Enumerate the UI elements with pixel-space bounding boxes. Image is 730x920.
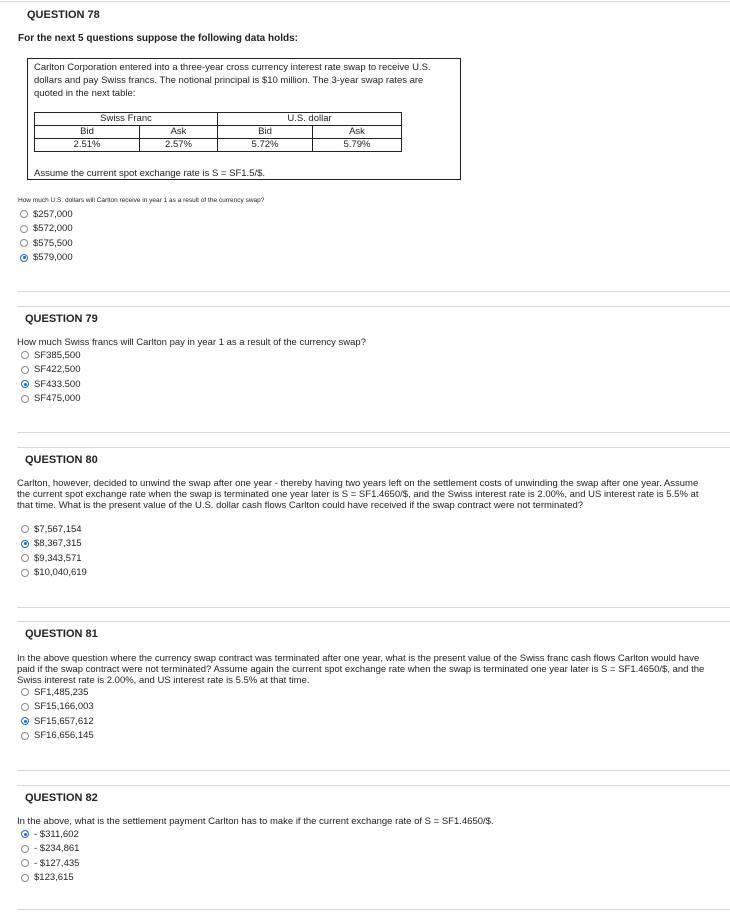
- option-label: SF15,657,612: [34, 715, 94, 727]
- question-80-options: [21, 522, 87, 580]
- top-divider: [0, 1, 730, 2]
- q79-option-2[interactable]: [21, 363, 80, 378]
- divider: [17, 909, 730, 910]
- table-row: [35, 139, 402, 152]
- swap-rates-table: [34, 112, 402, 152]
- question-80-text: Carlton, however, decided to unwind the swap after one year - thereby having two years left on the settlement costs of unwinding the swap after one year. Assume the current spot exchange rate when the swap is terminated one year later is S = SF1.4650/$, and the Swiss interest rate is 2.00%, and US interest rate is 5.5% at that time. What is the present value of the U.S. dollar cash flows Carlton could have received if the swap contract were not terminated?: [17, 478, 699, 511]
- divider: [17, 785, 730, 786]
- divider: [17, 621, 730, 622]
- option-label: $575,500: [33, 237, 73, 249]
- q78-option-3[interactable]: [20, 236, 73, 251]
- radio-button[interactable]: [21, 525, 29, 533]
- q80-option-2[interactable]: [21, 537, 87, 552]
- usd-ask-value: 5.79%: [313, 139, 402, 152]
- spot-rate-text: Assume the current spot exchange rate is S = SF1.5/$.: [34, 168, 266, 179]
- option-label: - $234,861: [34, 843, 80, 855]
- divider: [17, 770, 730, 771]
- question-78-text: How much U.S. dollars will Carlton receive in year 1 as a result of the currency swap?: [18, 197, 265, 204]
- q82-option-1[interactable]: [21, 827, 79, 842]
- q79-option-1[interactable]: [21, 348, 80, 363]
- q80-option-1[interactable]: [21, 522, 87, 537]
- q81-option-3[interactable]: [21, 714, 94, 729]
- question-82-options: [21, 827, 79, 885]
- radio-button[interactable]: [20, 210, 28, 218]
- q82-option-2[interactable]: [21, 842, 79, 857]
- radio-button[interactable]: [20, 225, 28, 233]
- radio-button[interactable]: [21, 859, 29, 867]
- radio-button[interactable]: [21, 732, 29, 740]
- option-label: $10,040,619: [34, 567, 87, 579]
- chf-bid-header: Bid: [35, 126, 140, 139]
- question-79-options: [21, 348, 80, 406]
- question-80-title: QUESTION 80: [25, 454, 98, 466]
- radio-button[interactable]: [21, 688, 29, 696]
- radio-button[interactable]: [21, 351, 29, 359]
- option-label: SF433.500: [34, 378, 81, 390]
- question-78-title: QUESTION 78: [27, 9, 100, 21]
- q81-option-1[interactable]: [21, 685, 94, 700]
- question-81-options: [21, 685, 94, 743]
- option-label: SF16,656,145: [34, 730, 94, 742]
- radio-button[interactable]: [21, 366, 29, 374]
- radio-button-selected[interactable]: [20, 254, 28, 262]
- chf-ask-header: Ask: [140, 126, 218, 139]
- q81-option-2[interactable]: [21, 700, 94, 715]
- radio-button[interactable]: [21, 874, 29, 882]
- q78-option-4[interactable]: [20, 251, 73, 266]
- divider: [17, 447, 730, 448]
- radio-button[interactable]: [21, 395, 29, 403]
- q82-option-4[interactable]: [21, 871, 79, 886]
- option-label: $7,567,154: [34, 523, 82, 535]
- q80-option-3[interactable]: [21, 551, 87, 566]
- usd-bid-value: 5.72%: [218, 139, 313, 152]
- swiss-franc-header: Swiss Franc: [35, 113, 218, 126]
- question-81-title: QUESTION 81: [25, 628, 98, 640]
- option-label: SF15,166,003: [34, 701, 94, 713]
- q79-option-3[interactable]: [21, 377, 80, 392]
- chf-ask-value: 2.57%: [140, 139, 218, 152]
- radio-button[interactable]: [21, 703, 29, 711]
- q78-option-1[interactable]: [20, 207, 73, 222]
- swap-description: Carlton Corporation entered into a three-year cross currency interest rate swap to receive U.S. dollars and pay Swiss francs. The notional principal is $10 million. The 3-year swap rates are quoted in the next table:: [34, 62, 431, 99]
- option-label: $8,367,315: [34, 538, 82, 550]
- option-label: - $311,602: [34, 828, 79, 840]
- question-82-title: QUESTION 82: [25, 792, 98, 804]
- q81-option-4[interactable]: [21, 729, 94, 744]
- table-subheader-row: [35, 126, 402, 139]
- swap-data-box: [27, 58, 461, 180]
- option-label: $9,343,571: [34, 552, 82, 564]
- usd-ask-header: Ask: [313, 126, 402, 139]
- option-label: SF385,500: [34, 349, 81, 361]
- radio-button-selected[interactable]: [21, 380, 29, 388]
- option-label: - $127,435: [34, 857, 80, 869]
- option-label: $579,000: [33, 252, 73, 264]
- radio-button-selected[interactable]: [21, 717, 29, 725]
- q80-option-4[interactable]: [21, 566, 87, 581]
- radio-button[interactable]: [21, 554, 29, 562]
- us-dollar-header: U.S. dollar: [218, 113, 402, 126]
- question-79-title: QUESTION 79: [25, 313, 98, 325]
- option-label: SF475,000: [34, 393, 81, 405]
- divider: [17, 607, 730, 608]
- question-79-text: How much Swiss francs will Carlton pay in year 1 as a result of the currency swap?: [17, 337, 366, 348]
- q79-option-4[interactable]: [21, 392, 80, 407]
- divider: [17, 306, 730, 307]
- question-78-options: [20, 207, 73, 265]
- instructions-text: For the next 5 questions suppose the following data holds:: [18, 33, 299, 44]
- question-82-text: In the above, what is the settlement payment Carlton has to make if the current exchange rate of S = SF1.4650/$.: [17, 816, 494, 827]
- usd-bid-header: Bid: [218, 126, 313, 139]
- option-label: SF422,500: [34, 364, 81, 376]
- question-81-text: In the above question where the currency swap contract was terminated after one year, what is the present value of the Swiss franc cash flows Carlton would have paid if the swap contract were not terminated? Assume again the current spot exchange rate when the swap is terminated one year later is S = SF1.4650/$, and the Swiss interest rate is 2.00%, and US interest rate is 5.5% at that time.: [17, 653, 705, 686]
- q82-option-3[interactable]: [21, 856, 79, 871]
- radio-button-selected[interactable]: [21, 830, 29, 838]
- divider: [17, 432, 730, 433]
- option-label: $257,000: [33, 208, 73, 220]
- divider: [17, 291, 730, 292]
- q78-option-2[interactable]: [20, 222, 73, 237]
- option-label: SF1,485,235: [34, 686, 89, 698]
- radio-button-selected[interactable]: [21, 540, 29, 548]
- radio-button[interactable]: [21, 845, 29, 853]
- option-label: $123,615: [34, 872, 74, 884]
- table-header-row: [35, 113, 402, 126]
- radio-button[interactable]: [20, 239, 28, 247]
- radio-button[interactable]: [21, 569, 29, 577]
- option-label: $572,000: [33, 223, 73, 235]
- chf-bid-value: 2.51%: [35, 139, 140, 152]
